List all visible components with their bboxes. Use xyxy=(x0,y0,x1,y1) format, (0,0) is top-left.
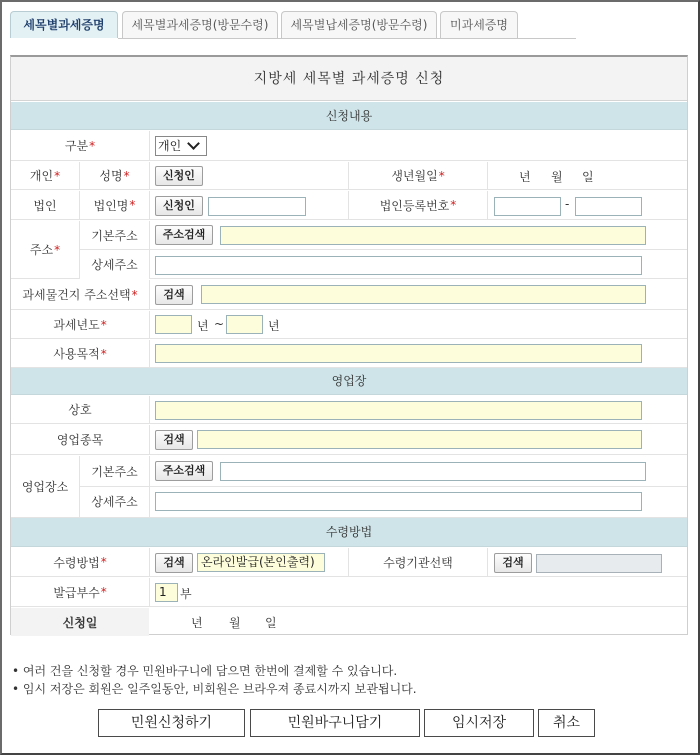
basic-address-input[interactable] xyxy=(220,226,646,245)
type-label: 구분 * xyxy=(11,131,149,160)
personal-label: 개인 * xyxy=(11,162,79,189)
notes xyxy=(12,662,417,698)
basic-address-label: 기본주소 xyxy=(80,221,149,250)
business-type-input[interactable] xyxy=(197,430,642,449)
copies-input[interactable]: 1 xyxy=(155,583,178,602)
tax-year-label: 과세년도 * xyxy=(11,311,149,338)
corp-reg-input-1[interactable] xyxy=(494,197,561,216)
chevron-down-icon xyxy=(187,137,200,150)
birth-year: 년 xyxy=(519,170,531,184)
corp-applicant-button[interactable]: 신청인 xyxy=(155,196,203,216)
cancel-button[interactable]: 취소 xyxy=(538,709,595,737)
agency-input[interactable] xyxy=(536,554,662,573)
detail-address-input[interactable] xyxy=(155,256,642,275)
section-application: 신청내용 xyxy=(11,102,687,130)
business-address-search-button[interactable]: 주소검색 xyxy=(155,461,213,481)
agency-search-button[interactable]: 검색 xyxy=(494,553,532,573)
tax-year-from-input[interactable] xyxy=(155,315,192,334)
birth-label: 생년월일 * xyxy=(349,162,487,189)
apply-date-year: 년 xyxy=(191,616,203,630)
row-trade-name xyxy=(11,396,687,424)
row-apply-date xyxy=(11,608,687,636)
row-property-address xyxy=(11,280,687,310)
form-title: 지방세 세목별 과세증명 신청 xyxy=(11,57,687,101)
apply-date-month: 월 xyxy=(229,616,241,630)
receipt-method-search-button[interactable]: 검색 xyxy=(155,553,193,573)
birth-day: 일 xyxy=(582,170,594,184)
business-type-search-button[interactable]: 검색 xyxy=(155,430,193,450)
corp-reg-label: 법인등록번호 * xyxy=(349,191,487,219)
tax-year-unit: 년 xyxy=(197,319,209,333)
address-label: 주소 * xyxy=(11,221,79,278)
tax-year-tilde: ~ xyxy=(214,317,225,331)
property-search-button[interactable]: 검색 xyxy=(155,285,193,305)
business-detail-address-label: 상세주소 xyxy=(80,486,149,517)
row-business-type xyxy=(11,425,687,455)
tax-year-unit-2: 년 xyxy=(268,319,280,333)
business-type-label: 영업종목 xyxy=(11,425,149,454)
corp-reg-dash: - xyxy=(565,197,570,211)
purpose-label: 사용목적 * xyxy=(11,340,149,367)
row-business-location xyxy=(11,456,687,518)
row-address xyxy=(11,221,687,279)
note-temp-save: • 임시 저장은 회원은 일주일동안, 비회원은 브라우져 종료시까지 보관됩니다. xyxy=(12,682,417,696)
name-label: 성명 * xyxy=(80,162,149,189)
tab-divider xyxy=(118,38,576,39)
tax-year-to-input[interactable] xyxy=(226,315,263,334)
business-basic-address-input[interactable] xyxy=(220,462,646,481)
trade-name-input[interactable] xyxy=(155,401,642,420)
purpose-input[interactable] xyxy=(155,344,642,363)
apply-button[interactable]: 민원신청하기 xyxy=(98,709,245,737)
row-purpose xyxy=(11,340,687,368)
business-location-label: 영업장소 xyxy=(11,456,79,517)
temp-save-button[interactable]: 임시저장 xyxy=(424,709,534,737)
tab-tax-certificate-visit[interactable]: 세목별과세증명(방문수령) xyxy=(122,11,278,38)
property-address-input[interactable] xyxy=(201,285,646,304)
row-type xyxy=(11,131,687,161)
business-detail-address-input[interactable] xyxy=(155,492,642,511)
section-business: 영업장 xyxy=(11,368,687,395)
add-basket-button[interactable]: 민원바구니담기 xyxy=(250,709,420,737)
business-basic-address-label: 기본주소 xyxy=(80,456,149,486)
agency-label: 수령기관선택 xyxy=(349,548,487,576)
receipt-method-label: 수령방법 * xyxy=(11,548,149,576)
note-basket: • 여러 건을 신청할 경우 민원바구니에 담으면 한번에 결제할 수 있습니다. xyxy=(12,664,398,678)
apply-date-day: 일 xyxy=(265,616,277,630)
row-tax-year xyxy=(11,311,687,339)
tab-tax-certificate[interactable]: 세목별과세증명 xyxy=(10,11,118,38)
birth-month: 월 xyxy=(551,170,563,184)
property-address-label: 과세물건지 주소선택 * xyxy=(11,280,149,309)
application-form xyxy=(10,55,688,635)
personal-applicant-button[interactable]: 신청인 xyxy=(155,166,203,186)
corp-reg-input-2[interactable] xyxy=(575,197,642,216)
corp-name-input[interactable] xyxy=(208,197,306,216)
copies-label: 발급부수 * xyxy=(11,578,149,606)
apply-date-label: 신청일 xyxy=(11,608,149,636)
row-copies xyxy=(11,578,687,607)
receipt-method-input[interactable]: 온라인발급(본인출력) xyxy=(197,553,325,572)
row-receipt-method xyxy=(11,548,687,577)
trade-name-label: 상호 xyxy=(11,396,149,423)
corporation-label: 법인 xyxy=(11,191,79,219)
copies-unit: 부 xyxy=(180,587,192,601)
tab-tax-payment-visit[interactable]: 세목별납세증명(방문수령) xyxy=(281,11,437,38)
type-select[interactable]: 개인 xyxy=(155,136,207,156)
tab-non-tax-certificate[interactable]: 미과세증명 xyxy=(440,11,518,38)
row-personal xyxy=(11,162,687,190)
row-corporation xyxy=(11,191,687,220)
address-search-button[interactable]: 주소검색 xyxy=(155,225,213,245)
corp-name-label: 법인명 * xyxy=(80,191,149,219)
section-receipt: 수령방법 xyxy=(11,518,687,547)
detail-address-label: 상세주소 xyxy=(80,250,149,279)
